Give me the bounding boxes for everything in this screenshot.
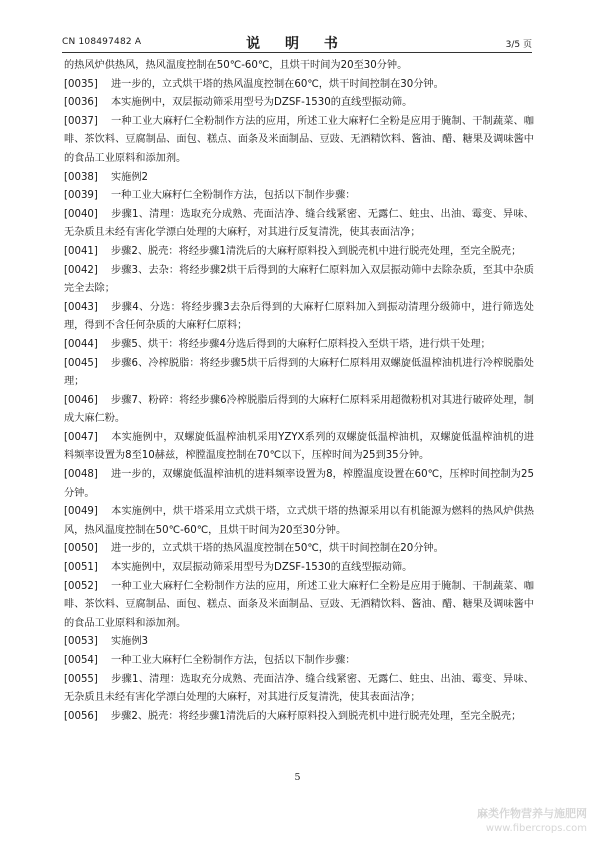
paragraph-number: [0055] bbox=[64, 673, 98, 685]
paragraph-number: [0052] bbox=[64, 580, 98, 592]
paragraph: [0047] 本实施例中，双螺旋低温榨油机采用YZYX系列的双螺旋低温榨油机，双螺旋低温榨油机的进料频率设置为8至10赫兹，榨膛温度控制在70℃以下，压榨时间为25到35分钟。 bbox=[64, 429, 534, 466]
document-body bbox=[64, 57, 534, 726]
paragraph: [0037] 一种工业大麻籽仁全粉制作方法的应用，所述工业大麻籽仁全粉是应用于腌制、干制蔬菜、咖啡、茶饮料、豆腐制品、面包、糕点、面条及米面制品、豆豉、无酒精饮料、酱油、醋、糖果及调味酱中的食品工业原料和添加剂。 bbox=[64, 113, 534, 169]
paragraph: [0039] 一种工业大麻籽仁全粉制作方法，包括以下制作步骤： bbox=[64, 187, 534, 206]
paragraph-number: [0037] bbox=[64, 115, 98, 127]
watermark-url: www.fibercrops.com bbox=[485, 823, 587, 834]
paragraph: [0035] 进一步的，立式烘干塔的热风温度控制在60℃，烘干时间控制在30分钟。 bbox=[64, 76, 534, 95]
paragraph-number: [0044] bbox=[64, 338, 98, 350]
paragraph: [0041] 步骤2、脱壳：将经步骤1清洗后的大麻籽原料投入到脱壳机中进行脱壳处理，至完全脱壳； bbox=[64, 243, 534, 262]
paragraph: [0053] 实施例3 bbox=[64, 633, 534, 652]
paragraph-number: [0038] bbox=[64, 171, 98, 183]
paragraph-number: [0046] bbox=[64, 394, 98, 406]
page-indicator: 3/5 页 bbox=[505, 40, 532, 50]
paragraph-number: [0042] bbox=[64, 264, 98, 276]
paragraph: [0055] 步骤1、清理：选取充分成熟、壳面洁净、缝合线紧密、无露仁、蛀虫、出油、霉变、异味、无杂质且未经有害化学漂白处理的大麻籽，对其进行反复清洗，使其表面洁净； bbox=[64, 671, 534, 708]
paragraph-number: [0039] bbox=[64, 190, 98, 202]
paragraph-number: [0051] bbox=[64, 562, 98, 574]
paragraph: [0042] 步骤3、去杂：将经步骤2烘干后得到的大麻籽仁原料加入双层振动筛中去除杂质，至其中杂质完全去除； bbox=[64, 262, 534, 299]
paragraph-number: [0056] bbox=[64, 710, 98, 722]
paragraph-number: [0050] bbox=[64, 543, 98, 555]
paragraph-number: [0043] bbox=[64, 301, 98, 313]
paragraph-number: [0040] bbox=[64, 208, 98, 220]
paragraph-number: [0054] bbox=[64, 655, 98, 666]
paragraph: [0043] 步骤4、分选：将经步骤3去杂后得到的大麻籽仁原料加入到振动清理分级筛中，进行筛选处理，得到不含任何杂质的大麻籽仁原料； bbox=[64, 299, 534, 336]
paragraph: [0036] 本实施例中，双层振动筛采用型号为DZSF-1530的直线型振动筛。 bbox=[64, 94, 534, 113]
paragraph: [0051] 本实施例中，双层振动筛采用型号为DZSF-1530的直线型振动筛。 bbox=[64, 559, 534, 578]
paragraph: [0050] 进一步的，立式烘干塔的热风温度控制在50℃，烘干时间控制在20分钟。 bbox=[64, 540, 534, 559]
paragraph: [0054] 一种工业大麻籽仁全粉制作方法，包括以下制作步骤： bbox=[64, 652, 534, 671]
paragraph-number: [0041] bbox=[64, 245, 98, 257]
paragraph: [0038] 实施例2 bbox=[64, 169, 534, 188]
paragraph: [0052] 一种工业大麻籽仁全粉制作方法的应用，所述工业大麻籽仁全粉是应用于腌制、干制蔬菜、咖啡、茶饮料、豆腐制品、面包、糕点、面条及米面制品、豆豉、无酒精饮料、酱油、醋、糖果及调味酱中的食品工业原料和添加剂。 bbox=[64, 578, 534, 634]
page-number: 5 bbox=[294, 772, 301, 783]
paragraph: [0044] 步骤5、烘干：将经步骤4分选后得到的大麻籽仁原料投入至烘干塔，进行烘干处理； bbox=[64, 336, 534, 355]
paragraph-number: [0045] bbox=[64, 357, 98, 369]
paragraph: 的热风炉供热风，热风温度控制在50℃-60℃，且烘干时间为20至30分钟。 bbox=[64, 60, 408, 71]
paragraph-number: [0053] bbox=[64, 636, 98, 648]
watermark bbox=[477, 805, 587, 834]
watermark-site-name: 麻类作物营养与施肥网 bbox=[477, 807, 587, 820]
paragraph-number: [0035] bbox=[64, 78, 98, 90]
paragraph: [0040] 步骤1、清理：选取充分成熟、壳面洁净、缝合线紧密、无露仁、蛀虫、出油、霉变、异味、无杂质且未经有害化学漂白处理的大麻籽，对其进行反复清洗，使其表面洁净； bbox=[64, 206, 534, 243]
paragraph: [0056] 步骤2、脱壳：将经步骤1清洗后的大麻籽原料投入到脱壳机中进行脱壳处理，至完全脱壳； bbox=[64, 708, 534, 727]
paragraph-number: [0049] bbox=[64, 506, 98, 518]
page-header bbox=[62, 34, 532, 53]
paragraph: [0045] 步骤6、冷榨脱脂：将经步骤5烘干后得到的大麻籽仁原料用双螺旋低温榨油机进行冷榨脱脂处理； bbox=[64, 355, 534, 392]
paragraph: [0048] 进一步的，双螺旋低温榨油机的进料频率设置为8，榨膛温度设置在60℃，压榨时间控制为25分钟。 bbox=[64, 466, 534, 503]
paragraph-number: [0036] bbox=[64, 97, 98, 109]
paragraph: [0046] 步骤7、粉碎：将经步骤6冷榨脱脂后得到的大麻籽仁原料采用超微粉机对其进行破碎处理，制成大麻仁粉。 bbox=[64, 392, 534, 429]
paragraph: [0049] 本实施例中，烘干塔采用立式烘干塔，立式烘干塔的热源采用以有机能源为燃料的热风炉供热风，热风温度控制在50℃-60℃，且烘干时间为20至30分钟。 bbox=[64, 503, 534, 540]
paragraph-number: [0047] bbox=[64, 431, 98, 443]
patent-number: CN 108497482 A bbox=[62, 37, 142, 47]
paragraph-number: [0048] bbox=[64, 469, 98, 481]
document-title: 说 明 书 bbox=[246, 36, 348, 52]
